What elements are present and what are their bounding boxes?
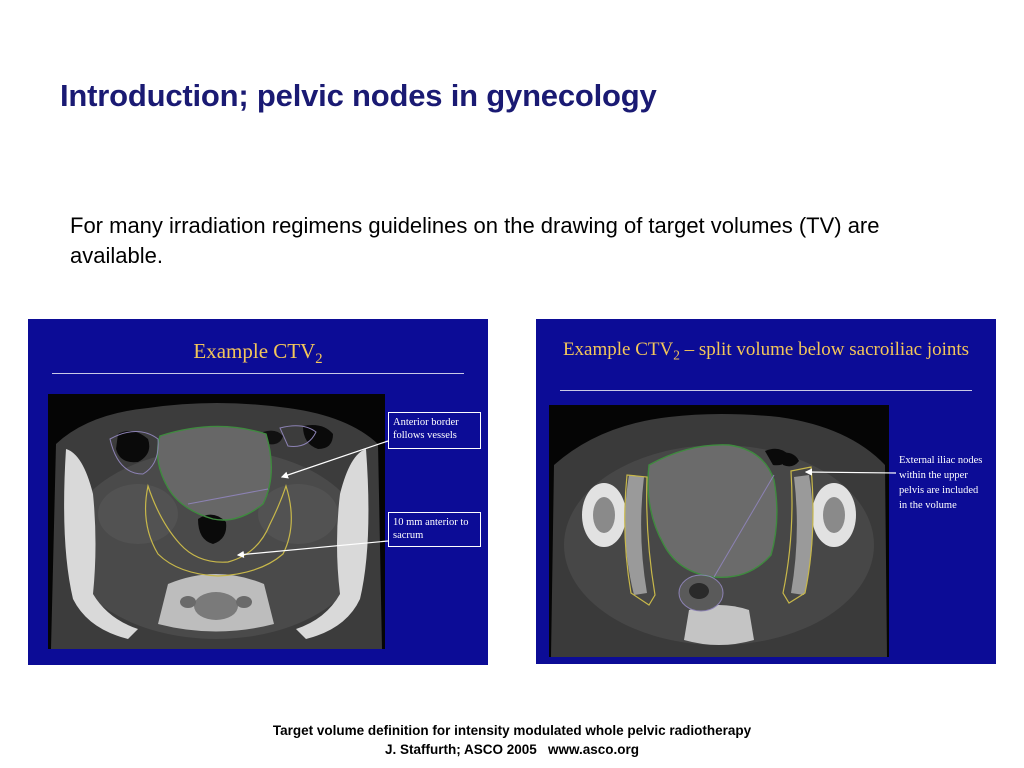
left-panel-divider	[52, 373, 464, 374]
slide-title: Introduction; pelvic nodes in gynecology	[60, 78, 657, 113]
footer-citation-source: J. Staffurth; ASCO 2005 www.asco.org	[384, 742, 640, 757]
right-ct-scan-image	[549, 405, 889, 657]
footer-citation-title: Target volume definition for intensity modulated whole pelvic radiotherapy	[272, 723, 752, 738]
right-panel-divider	[560, 390, 972, 391]
callout-anterior-to-sacrum: 10 mm anterior to sacrum	[388, 512, 481, 547]
callout-anterior-border: Anterior border follows vessels	[388, 412, 481, 449]
right-panel-title-rest: – split volume below sacroiliac joints	[679, 339, 970, 360]
right-ct-panel	[536, 319, 996, 664]
left-panel-title	[28, 339, 488, 368]
left-panel-title-main: Example CTV	[193, 339, 316, 363]
right-panel-title-main: Example CTV	[562, 339, 674, 360]
right-panel-title	[536, 337, 996, 369]
left-ct-scan-image	[48, 394, 385, 649]
left-panel-title-subscript: 2	[315, 351, 323, 368]
external-iliac-note: External iliac nodes within the upper pelvis are included in the volume	[899, 455, 983, 511]
right-panel-title-subscript: 2	[673, 347, 680, 363]
body-text: For many irradiation regimens guidelines on the drawing of target volumes (TV) are available.	[70, 213, 880, 268]
left-ct-panel	[28, 319, 488, 665]
